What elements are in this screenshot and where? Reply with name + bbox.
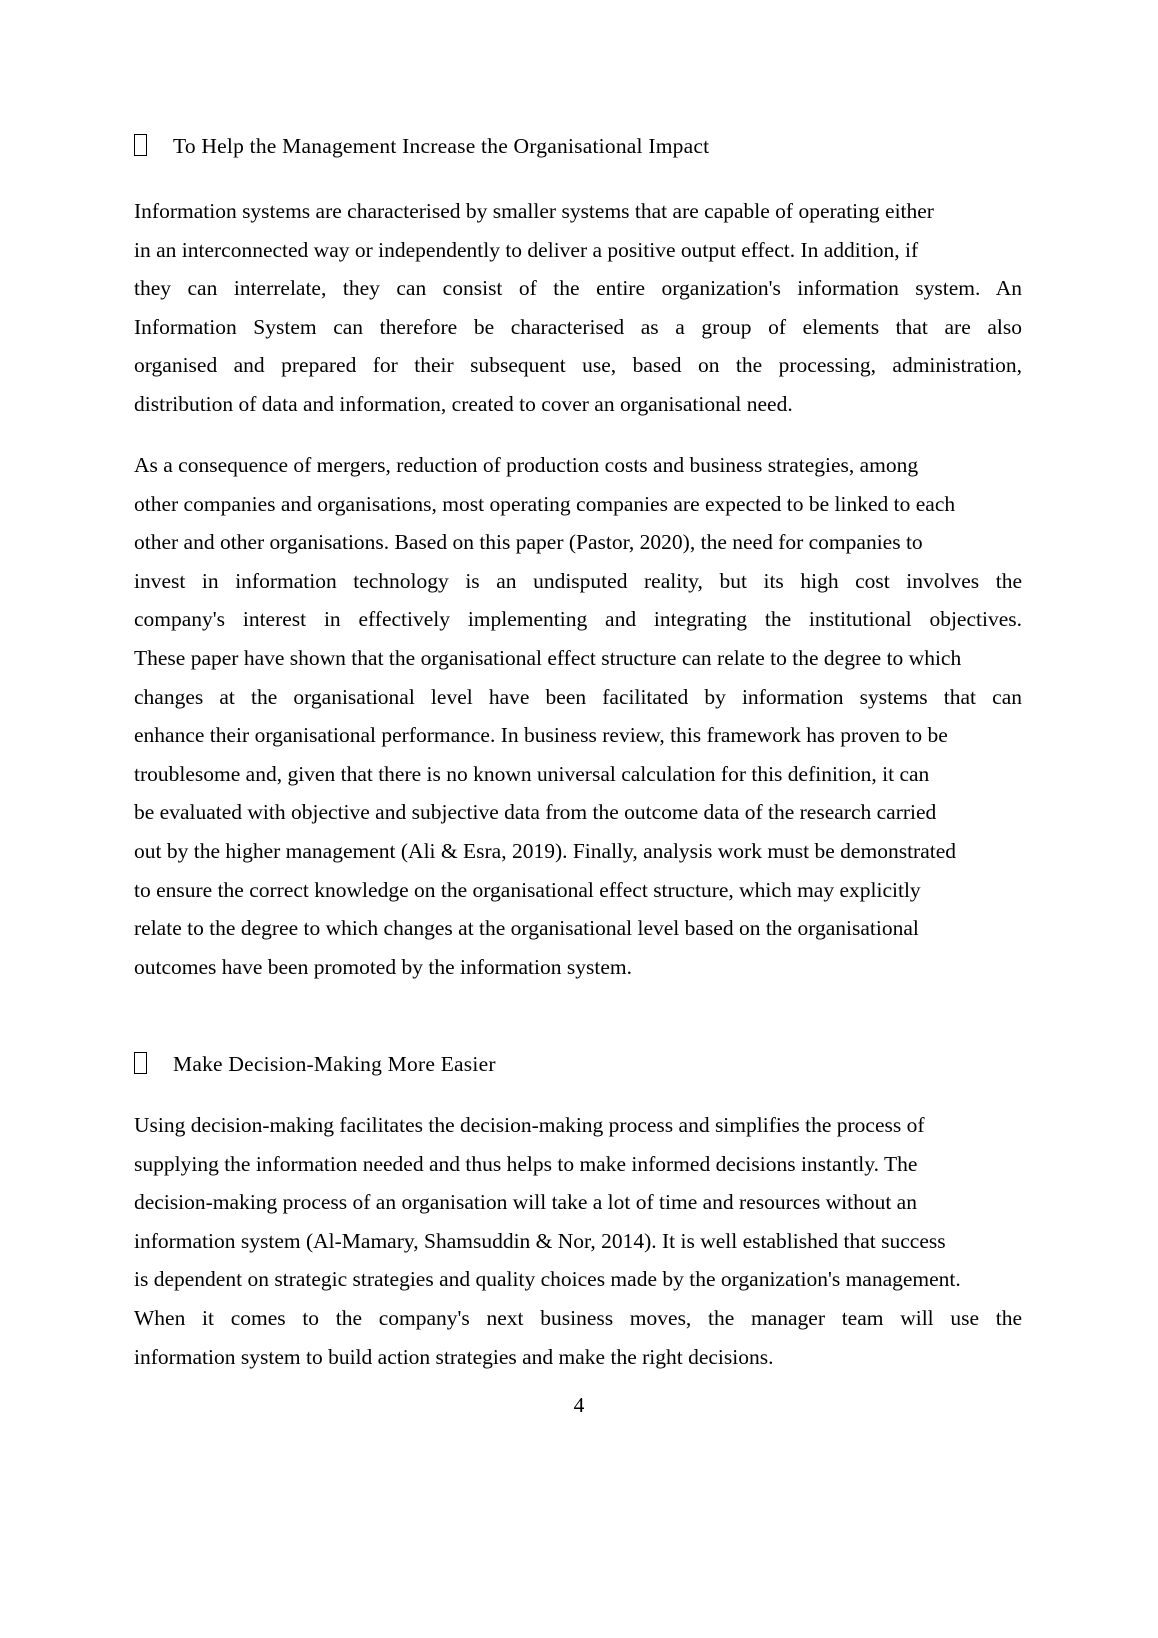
paragraph-line: relate to the degree to which changes at the organisational level based on the organisational bbox=[134, 916, 919, 941]
paragraph-line: Information systems are characterised by smaller systems that are capable of operating either bbox=[134, 199, 934, 223]
paragraph-line: When it comes to the company's next business moves, the manager team will use the bbox=[134, 1305, 1022, 1330]
paragraph-line: invest in information technology is an undisputed reality, but its high cost involves the bbox=[134, 568, 1022, 593]
paragraph-line: Using decision-making facilitates the decision-making process and simplifies the process of bbox=[134, 1113, 925, 1137]
paragraph-information-systems bbox=[134, 192, 1022, 424]
paragraph-line: enhance their organisational performance. In business review, this framework has proven to be bbox=[134, 723, 948, 748]
paragraph-line: information system (Al-Mamary, Shamsuddin & Nor, 2014). It is well established that success bbox=[134, 1228, 946, 1253]
paragraph-line: organised and prepared for their subsequent use, based on the processing, administration, bbox=[134, 353, 1022, 378]
paragraph-line: Information System can therefore be characterised as a group of elements that are also bbox=[134, 314, 1022, 339]
paragraph-line: in an interconnected way or independently to deliver a positive output effect. In addition, if bbox=[134, 237, 919, 262]
paragraph-line: is dependent on strategic strategies and quality choices made by the organization's management. bbox=[134, 1267, 961, 1292]
paragraph-line: company's interest in effectively implementing and integrating the institutional objectives. bbox=[134, 607, 1022, 632]
paragraph-line: decision-making process of an organisation will take a lot of time and resources without an bbox=[134, 1190, 917, 1215]
heading-label: Make Decision-Making More Easier bbox=[173, 1052, 496, 1076]
paragraph-decision-making bbox=[134, 1106, 1022, 1376]
paragraph-line: As a consequence of mergers, reduction of production costs and business strategies, among bbox=[134, 453, 919, 477]
paragraph-line: supplying the information needed and thus helps to make informed decisions instantly. The bbox=[134, 1151, 918, 1176]
paragraph-line: to ensure the correct knowledge on the organisational effect structure, which may explicitly bbox=[134, 877, 921, 902]
paragraph-line: they can interrelate, they can consist of the entire organization's information system. An bbox=[134, 276, 1022, 301]
paragraph-line: out by the higher management (Ali & Esra, 2019). Finally, analysis work must be demonstrated bbox=[134, 838, 957, 863]
paragraph-line: be evaluated with objective and subjective data from the outcome data of the research carried bbox=[134, 800, 937, 825]
page-number: 4 bbox=[573, 1393, 585, 1417]
bullet-missing-glyph-icon bbox=[134, 1052, 147, 1074]
heading-make-decision-making-more-easier bbox=[134, 1052, 1022, 1076]
heading-increase-organisational-impact bbox=[134, 134, 1022, 158]
paragraph-line: These paper have shown that the organisational effect structure can relate to the degree to which bbox=[134, 645, 962, 670]
paragraph-line: other and other organisations. Based on this paper (Pastor, 2020), the need for companies to bbox=[134, 530, 923, 555]
paragraph-mergers-and-strategies bbox=[134, 446, 1022, 986]
paragraph-line: distribution of data and information, created to cover an organisational need. bbox=[134, 391, 793, 416]
paragraph-line: information system to build action strategies and make the right decisions. bbox=[134, 1344, 774, 1369]
paragraph-line: changes at the organisational level have been facilitated by information systems that can bbox=[134, 684, 1022, 709]
bullet-missing-glyph-icon bbox=[134, 134, 147, 156]
heading-label: To Help the Management Increase the Organisational Impact bbox=[173, 134, 710, 158]
paragraph-line: outcomes have been promoted by the information system. bbox=[134, 954, 632, 979]
paragraph-line: troublesome and, given that there is no known universal calculation for this definition, it can bbox=[134, 761, 930, 786]
paragraph-line: other companies and organisations, most operating companies are expected to be linked to each bbox=[134, 491, 956, 516]
